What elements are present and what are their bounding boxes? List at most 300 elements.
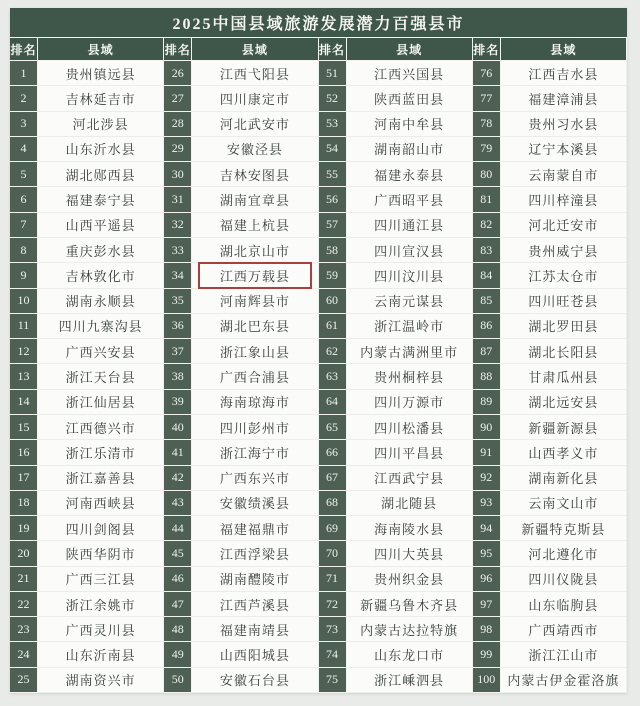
table-row	[473, 162, 627, 187]
table-row	[164, 314, 318, 339]
rank-column-header: 排名	[10, 38, 38, 61]
county-column-header: 县域	[347, 38, 473, 61]
county-cell: 四川仪陇县	[501, 567, 627, 592]
rank-cell: 18	[10, 491, 38, 516]
rank-cell: 94	[473, 516, 501, 541]
county-cell: 云南蒙自市	[501, 162, 627, 187]
county-cell: 广西灵川县	[38, 617, 164, 642]
table-row	[473, 364, 627, 389]
table-row	[319, 162, 473, 187]
table-header-row	[473, 38, 627, 61]
rank-cell: 71	[319, 567, 347, 592]
rank-cell: 27	[164, 86, 192, 111]
county-cell: 湖北罗田县	[501, 314, 627, 339]
rank-cell: 2	[10, 86, 38, 111]
table-column-group	[473, 38, 627, 693]
county-cell: 四川彭州市	[192, 415, 318, 440]
rank-cell: 72	[319, 592, 347, 617]
table-row	[164, 61, 318, 86]
rank-cell: 23	[10, 617, 38, 642]
county-cell: 江西兴国县	[347, 61, 473, 86]
table-row	[164, 415, 318, 440]
rank-cell: 5	[10, 162, 38, 187]
rank-cell: 99	[473, 642, 501, 667]
county-cell: 四川通江县	[347, 213, 473, 238]
county-cell: 浙江天台县	[38, 364, 164, 389]
table-row	[319, 440, 473, 465]
table-row	[473, 541, 627, 566]
table-row	[319, 466, 473, 491]
table-row	[10, 567, 164, 592]
county-cell: 福建南靖县	[192, 617, 318, 642]
rank-cell: 76	[473, 61, 501, 86]
rank-cell: 79	[473, 137, 501, 162]
rank-cell: 83	[473, 238, 501, 263]
table-row	[10, 238, 164, 263]
rank-cell: 22	[10, 592, 38, 617]
table-row	[10, 289, 164, 314]
county-cell: 四川剑阁县	[38, 516, 164, 541]
table-row	[319, 339, 473, 364]
rank-cell: 74	[319, 642, 347, 667]
county-cell: 四川九寨沟县	[38, 314, 164, 339]
table-row	[319, 390, 473, 415]
rank-cell: 21	[10, 567, 38, 592]
table-row	[164, 238, 318, 263]
county-cell: 江西芦溪县	[192, 592, 318, 617]
rank-cell: 36	[164, 314, 192, 339]
table-row	[10, 592, 164, 617]
county-cell-highlighted: 江西万载县	[192, 263, 318, 288]
table-row	[319, 86, 473, 111]
table-row	[473, 314, 627, 339]
rank-cell: 13	[10, 364, 38, 389]
rank-cell: 57	[319, 213, 347, 238]
table-row	[164, 364, 318, 389]
county-cell: 山西孝义市	[501, 440, 627, 465]
county-cell: 内蒙古达拉特旗	[347, 617, 473, 642]
county-cell: 陕西蓝田县	[347, 86, 473, 111]
county-cell: 江西武宁县	[347, 466, 473, 491]
table-row	[473, 592, 627, 617]
table-row	[10, 213, 164, 238]
county-cell: 重庆彭水县	[38, 238, 164, 263]
county-cell: 新疆新源县	[501, 415, 627, 440]
rank-cell: 3	[10, 112, 38, 137]
rank-cell: 42	[164, 466, 192, 491]
rank-cell: 20	[10, 541, 38, 566]
rank-column-header: 排名	[473, 38, 501, 61]
county-cell: 福建上杭县	[192, 213, 318, 238]
county-cell: 四川万源市	[347, 390, 473, 415]
rank-cell: 45	[164, 541, 192, 566]
table-row	[319, 415, 473, 440]
rank-cell: 41	[164, 440, 192, 465]
table-row	[473, 263, 627, 288]
county-cell: 山东龙口市	[347, 642, 473, 667]
table-row	[319, 213, 473, 238]
table-row	[10, 86, 164, 111]
county-cell: 浙江海宁市	[192, 440, 318, 465]
county-cell: 江西浮梁县	[192, 541, 318, 566]
county-cell: 内蒙古伊金霍洛旗	[501, 668, 627, 693]
table-row	[164, 466, 318, 491]
table-row	[473, 213, 627, 238]
rank-cell: 82	[473, 213, 501, 238]
table-row	[10, 415, 164, 440]
table-column-group	[164, 38, 318, 693]
table-row	[10, 187, 164, 212]
table-row	[473, 491, 627, 516]
table-row	[473, 617, 627, 642]
county-cell: 湖南资兴市	[38, 668, 164, 693]
table-row	[319, 541, 473, 566]
table-column-group	[10, 38, 164, 693]
table-row	[10, 440, 164, 465]
county-cell: 湖北郧西县	[38, 162, 164, 187]
county-cell: 湖南新化县	[501, 466, 627, 491]
table-row	[319, 289, 473, 314]
county-cell: 浙江乐清市	[38, 440, 164, 465]
county-cell: 甘肃瓜州县	[501, 364, 627, 389]
table-row	[319, 263, 473, 288]
table-row	[473, 61, 627, 86]
rank-cell: 89	[473, 390, 501, 415]
rank-cell: 67	[319, 466, 347, 491]
county-cell: 广西昭平县	[347, 187, 473, 212]
county-cell: 湖北巴东县	[192, 314, 318, 339]
rank-cell: 12	[10, 339, 38, 364]
table-row	[10, 668, 164, 693]
rank-cell: 28	[164, 112, 192, 137]
rank-cell: 96	[473, 567, 501, 592]
rank-cell: 8	[10, 238, 38, 263]
rank-cell: 81	[473, 187, 501, 212]
rank-cell: 9	[10, 263, 38, 288]
rank-cell: 37	[164, 339, 192, 364]
rank-cell: 25	[10, 668, 38, 693]
county-cell: 四川宣汉县	[347, 238, 473, 263]
table-header-row	[10, 38, 164, 61]
table-row	[164, 137, 318, 162]
rank-cell: 49	[164, 642, 192, 667]
table-row	[164, 86, 318, 111]
rank-column-header: 排名	[319, 38, 347, 61]
rank-cell: 56	[319, 187, 347, 212]
county-cell: 四川汶川县	[347, 263, 473, 288]
county-cell: 四川梓潼县	[501, 187, 627, 212]
rank-cell: 84	[473, 263, 501, 288]
table-row	[10, 541, 164, 566]
rank-cell: 7	[10, 213, 38, 238]
table-row	[473, 339, 627, 364]
county-cell: 河北涉县	[38, 112, 164, 137]
table-row	[319, 567, 473, 592]
table-row	[164, 339, 318, 364]
table-row	[473, 187, 627, 212]
table-row	[10, 364, 164, 389]
county-cell: 河南辉县市	[192, 289, 318, 314]
rank-cell: 100	[473, 668, 501, 693]
county-cell: 湖南醴陵市	[192, 567, 318, 592]
county-cell: 山西平遥县	[38, 213, 164, 238]
table-row	[319, 491, 473, 516]
county-cell: 河北遵化市	[501, 541, 627, 566]
county-cell: 广西东兴市	[192, 466, 318, 491]
table-row	[473, 642, 627, 667]
table-row	[473, 238, 627, 263]
rank-cell: 16	[10, 440, 38, 465]
county-cell: 河南中牟县	[347, 112, 473, 137]
rank-cell: 11	[10, 314, 38, 339]
rank-cell: 15	[10, 415, 38, 440]
county-cell: 广西靖西市	[501, 617, 627, 642]
county-cell: 新疆乌鲁木齐县	[347, 592, 473, 617]
county-cell: 浙江余姚市	[38, 592, 164, 617]
county-cell: 云南文山市	[501, 491, 627, 516]
county-cell: 四川旺苍县	[501, 289, 627, 314]
rank-cell: 86	[473, 314, 501, 339]
table-header-row	[319, 38, 473, 61]
rank-cell: 39	[164, 390, 192, 415]
table-row	[319, 112, 473, 137]
rank-cell: 59	[319, 263, 347, 288]
table-row	[164, 390, 318, 415]
county-cell: 贵州织金县	[347, 567, 473, 592]
table-body	[10, 38, 627, 693]
county-cell: 湖北长阳县	[501, 339, 627, 364]
rank-cell: 10	[10, 289, 38, 314]
county-cell: 浙江仙居县	[38, 390, 164, 415]
table-header-row	[164, 38, 318, 61]
county-cell: 湖南永顺县	[38, 289, 164, 314]
rank-cell: 69	[319, 516, 347, 541]
county-column-header: 县域	[192, 38, 318, 61]
county-cell: 贵州习水县	[501, 112, 627, 137]
rank-cell: 55	[319, 162, 347, 187]
table-row	[164, 491, 318, 516]
table-row	[319, 364, 473, 389]
table-row	[164, 289, 318, 314]
table-row	[473, 516, 627, 541]
table-row	[319, 238, 473, 263]
county-cell: 河北武安市	[192, 112, 318, 137]
table-row	[164, 592, 318, 617]
table-row	[319, 617, 473, 642]
table-row	[473, 112, 627, 137]
rank-cell: 52	[319, 86, 347, 111]
rank-cell: 51	[319, 61, 347, 86]
county-cell: 四川松潘县	[347, 415, 473, 440]
county-cell: 河南西峡县	[38, 491, 164, 516]
rank-cell: 87	[473, 339, 501, 364]
county-cell: 浙江嵊泗县	[347, 668, 473, 693]
rank-cell: 68	[319, 491, 347, 516]
table-row	[164, 440, 318, 465]
rank-cell: 93	[473, 491, 501, 516]
county-cell: 湖北京山市	[192, 238, 318, 263]
county-cell: 海南陵水县	[347, 516, 473, 541]
rank-cell: 29	[164, 137, 192, 162]
rank-cell: 6	[10, 187, 38, 212]
county-cell: 吉林延吉市	[38, 86, 164, 111]
county-cell: 四川平昌县	[347, 440, 473, 465]
table-row	[10, 516, 164, 541]
county-cell: 吉林敦化市	[38, 263, 164, 288]
table-row	[10, 61, 164, 86]
rank-cell: 14	[10, 390, 38, 415]
county-cell: 广西兴安县	[38, 339, 164, 364]
county-cell: 安徽泾县	[192, 137, 318, 162]
county-cell: 江西德兴市	[38, 415, 164, 440]
table-row	[10, 137, 164, 162]
rank-cell: 19	[10, 516, 38, 541]
rank-cell: 78	[473, 112, 501, 137]
rank-cell: 34	[164, 263, 192, 288]
table-row	[164, 162, 318, 187]
county-cell: 贵州镇远县	[38, 61, 164, 86]
rank-cell: 62	[319, 339, 347, 364]
table-row	[473, 440, 627, 465]
table-row	[473, 567, 627, 592]
table-row	[10, 112, 164, 137]
rank-cell: 31	[164, 187, 192, 212]
table-title: 2025中国县域旅游发展潜力百强县市	[10, 8, 627, 38]
table-row	[164, 567, 318, 592]
county-cell: 山东沂南县	[38, 642, 164, 667]
table-row	[164, 617, 318, 642]
table-row	[473, 289, 627, 314]
rank-cell: 17	[10, 466, 38, 491]
table-row	[473, 86, 627, 111]
rank-cell: 40	[164, 415, 192, 440]
rank-cell: 50	[164, 668, 192, 693]
rank-cell: 47	[164, 592, 192, 617]
table-row	[164, 263, 318, 288]
rank-cell: 65	[319, 415, 347, 440]
county-cell: 浙江嘉善县	[38, 466, 164, 491]
county-cell: 吉林安图县	[192, 162, 318, 187]
rank-cell: 54	[319, 137, 347, 162]
rank-cell: 58	[319, 238, 347, 263]
table-row	[10, 263, 164, 288]
county-cell: 浙江象山县	[192, 339, 318, 364]
county-cell: 福建永泰县	[347, 162, 473, 187]
county-cell: 云南元谋县	[347, 289, 473, 314]
county-cell: 山东临朐县	[501, 592, 627, 617]
county-cell: 贵州桐梓县	[347, 364, 473, 389]
county-cell: 湖南宜章县	[192, 187, 318, 212]
county-cell: 福建漳浦县	[501, 86, 627, 111]
county-cell: 四川大英县	[347, 541, 473, 566]
rank-cell: 95	[473, 541, 501, 566]
county-cell: 浙江温岭市	[347, 314, 473, 339]
rank-cell: 30	[164, 162, 192, 187]
county-cell: 新疆特克斯县	[501, 516, 627, 541]
ranking-table	[10, 8, 627, 693]
table-row	[10, 466, 164, 491]
rank-cell: 73	[319, 617, 347, 642]
county-column-header: 县域	[38, 38, 164, 61]
rank-cell: 61	[319, 314, 347, 339]
rank-cell: 98	[473, 617, 501, 642]
table-row	[319, 187, 473, 212]
table-row	[164, 187, 318, 212]
county-cell: 四川康定市	[192, 86, 318, 111]
table-row	[473, 668, 627, 693]
table-row	[319, 642, 473, 667]
rank-cell: 63	[319, 364, 347, 389]
table-row	[319, 137, 473, 162]
table-row	[319, 61, 473, 86]
table-row	[319, 314, 473, 339]
county-cell: 辽宁本溪县	[501, 137, 627, 162]
rank-cell: 26	[164, 61, 192, 86]
rank-cell: 4	[10, 137, 38, 162]
rank-cell: 90	[473, 415, 501, 440]
rank-cell: 24	[10, 642, 38, 667]
table-row	[164, 642, 318, 667]
county-cell: 内蒙古满洲里市	[347, 339, 473, 364]
county-cell: 浙江江山市	[501, 642, 627, 667]
table-column-group	[319, 38, 473, 693]
rank-cell: 33	[164, 238, 192, 263]
table-row	[473, 137, 627, 162]
rank-cell: 46	[164, 567, 192, 592]
rank-cell: 97	[473, 592, 501, 617]
county-cell: 湖南韶山市	[347, 137, 473, 162]
rank-cell: 92	[473, 466, 501, 491]
table-row	[164, 112, 318, 137]
county-cell: 河北迁安市	[501, 213, 627, 238]
table-row	[10, 390, 164, 415]
county-cell: 湖北随县	[347, 491, 473, 516]
rank-cell: 53	[319, 112, 347, 137]
county-cell: 贵州威宁县	[501, 238, 627, 263]
table-row	[164, 541, 318, 566]
county-column-header: 县域	[501, 38, 627, 61]
rank-cell: 43	[164, 491, 192, 516]
rank-cell: 77	[473, 86, 501, 111]
rank-cell: 1	[10, 61, 38, 86]
county-cell: 江西弋阳县	[192, 61, 318, 86]
county-cell: 江苏太仓市	[501, 263, 627, 288]
table-row	[10, 617, 164, 642]
rank-cell: 70	[319, 541, 347, 566]
rank-cell: 88	[473, 364, 501, 389]
table-row	[473, 415, 627, 440]
rank-cell: 85	[473, 289, 501, 314]
table-row	[319, 516, 473, 541]
county-cell: 陕西华阴市	[38, 541, 164, 566]
table-row	[10, 491, 164, 516]
table-row	[473, 466, 627, 491]
rank-cell: 66	[319, 440, 347, 465]
table-row	[10, 642, 164, 667]
county-cell: 湖北远安县	[501, 390, 627, 415]
rank-cell: 32	[164, 213, 192, 238]
table-row	[10, 162, 164, 187]
rank-cell: 64	[319, 390, 347, 415]
county-cell: 福建泰宁县	[38, 187, 164, 212]
county-cell: 广西三江县	[38, 567, 164, 592]
rank-cell: 35	[164, 289, 192, 314]
table-row	[164, 213, 318, 238]
table-row	[319, 592, 473, 617]
table-row	[164, 516, 318, 541]
rank-cell: 48	[164, 617, 192, 642]
table-row	[164, 668, 318, 693]
